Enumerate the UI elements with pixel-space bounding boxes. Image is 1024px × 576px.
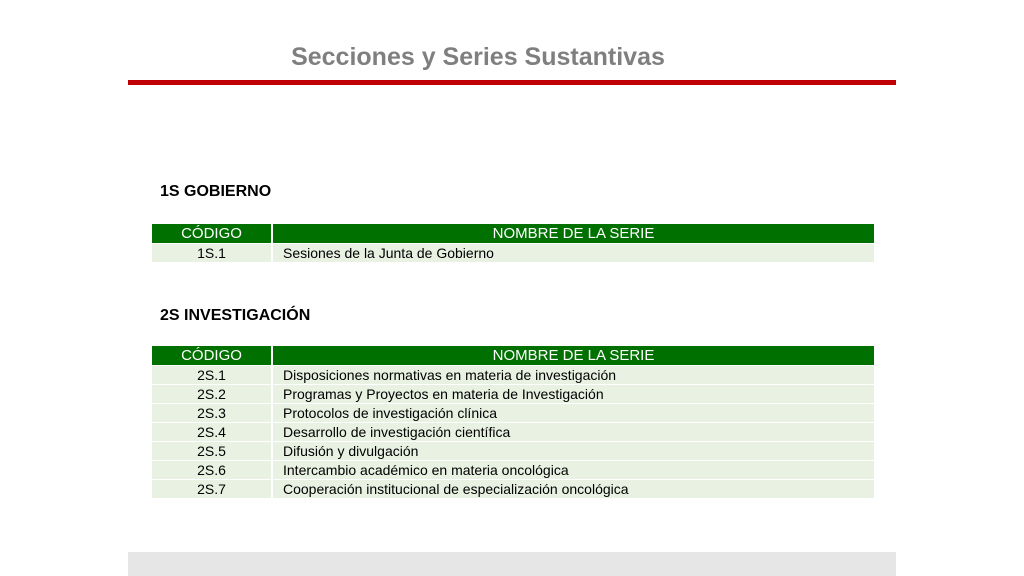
table-row — [152, 442, 874, 461]
column-header-name: NOMBRE DE LA SERIE — [272, 346, 874, 366]
table-header-row — [152, 346, 874, 366]
section-heading-gobierno: 1S GOBIERNO — [160, 183, 272, 200]
series-name: Protocolos de investigación clínica — [272, 404, 874, 423]
series-table-gobierno — [152, 224, 874, 262]
table-header-row — [152, 224, 874, 244]
page-title: Secciones y Series Sustantivas — [291, 43, 665, 71]
series-code: 2S.4 — [152, 423, 272, 442]
series-name: Desarrollo de investigación científica — [272, 423, 874, 442]
series-name: Sesiones de la Junta de Gobierno — [272, 244, 874, 263]
series-code: 2S.5 — [152, 442, 272, 461]
series-code: 2S.3 — [152, 404, 272, 423]
series-code: 2S.6 — [152, 461, 272, 480]
series-name: Programas y Proyectos en materia de Investigación — [272, 385, 874, 404]
series-name: Disposiciones normativas en materia de investigación — [272, 366, 874, 385]
table-row — [152, 423, 874, 442]
series-code: 1S.1 — [152, 244, 272, 263]
table-row — [152, 404, 874, 423]
table-row — [152, 244, 874, 263]
series-name: Cooperación institucional de especialización oncológica — [272, 480, 874, 499]
table-row — [152, 366, 874, 385]
series-code: 2S.7 — [152, 480, 272, 499]
column-header-code: CÓDIGO — [152, 224, 272, 244]
series-name: Intercambio académico en materia oncológica — [272, 461, 874, 480]
column-header-code: CÓDIGO — [152, 346, 272, 366]
title-underline — [128, 80, 896, 85]
table-row — [152, 461, 874, 480]
section-heading-investigacion: 2S INVESTIGACIÓN — [160, 307, 311, 324]
footer-bar — [128, 552, 896, 576]
series-table-investigacion — [152, 346, 874, 498]
column-header-name: NOMBRE DE LA SERIE — [272, 224, 874, 244]
series-name: Difusión y divulgación — [272, 442, 874, 461]
series-code: 2S.2 — [152, 385, 272, 404]
table-row — [152, 385, 874, 404]
table-row — [152, 480, 874, 499]
series-code: 2S.1 — [152, 366, 272, 385]
